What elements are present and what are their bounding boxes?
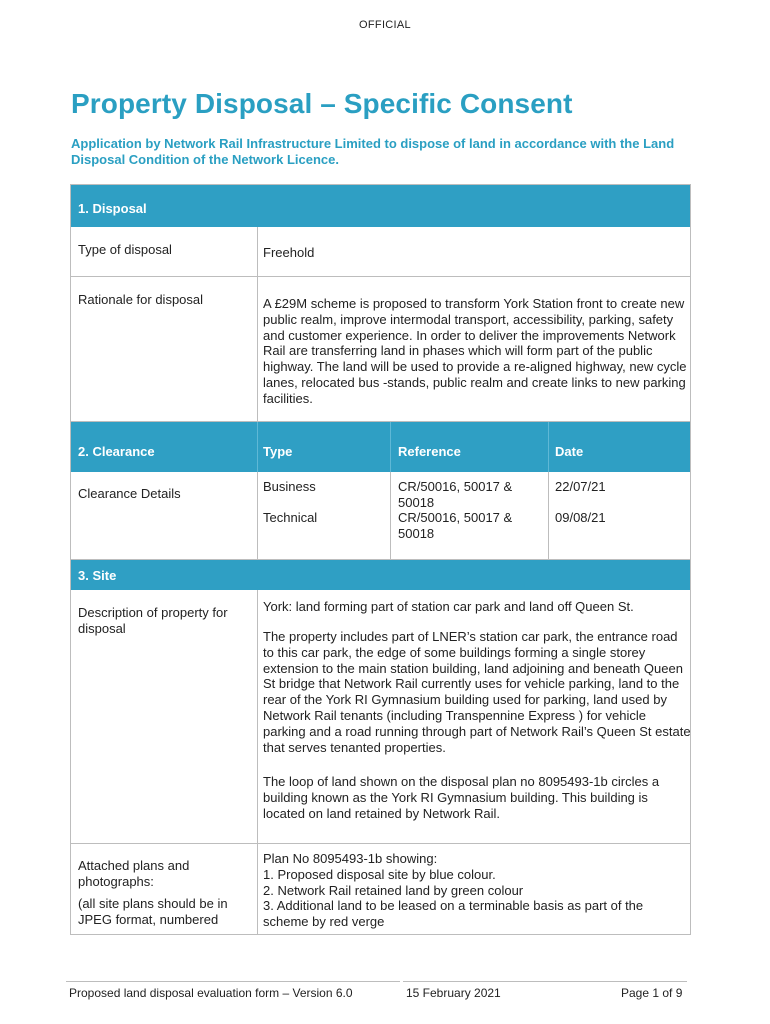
- disposal-form-table: [70, 184, 691, 935]
- type-of-disposal-value: Freehold: [263, 245, 315, 260]
- attached-plans-note: (all site plans should be in JPEG format, numbered: [78, 896, 228, 927]
- footer-page-number: Page 1 of 9: [621, 986, 683, 1000]
- attached-plans-label: Attached plans and photographs:: [78, 858, 190, 889]
- rationale-row: [71, 277, 690, 422]
- rationale-value: A £29M scheme is proposed to transform York Station front to create new public realm, improve intermodal transport, accessibility, parking, safety and customer experience. In order to deliver the improvements Network Rail are transferring land in phases which will form part of the public highway. The land will be used to provide a re-aligned highway, new cycle lanes, relocated bus -stands, public realm and create links to new parking facilities.: [263, 296, 687, 406]
- page-title: Property Disposal – Specific Consent: [71, 88, 573, 119]
- type-of-disposal-label: Type of disposal: [78, 242, 172, 257]
- classification-header: OFFICIAL: [359, 19, 411, 31]
- clearance-col-type: Type: [263, 444, 293, 459]
- clearance-type-technical: Technical: [263, 510, 318, 525]
- clearance-details-label: Clearance Details: [78, 486, 181, 501]
- type-of-disposal-row: [71, 227, 690, 277]
- page-subtitle: Application by Network Rail Infrastructure Limited to dispose of land in accordance with the Land Disposal Condition of the Network Licence.: [71, 136, 675, 167]
- section-disposal-title: 1. Disposal: [78, 201, 147, 216]
- property-description-loop-note: The loop of land shown on the disposal plan no 8095493-1b circles a building known as the York RI Gymnasium building. This building is located on land retained by Network Rail.: [263, 774, 660, 821]
- section-clearance-header: [71, 422, 690, 472]
- property-description-detail: The property includes part of LNER’s station car park, the entrance road to this car park, the edge of some buildings forming a single storey extension to the main station building, land adjoining and beneath Queen St bridge that Network Rail currently uses for vehicle parking, land to the rear of the York RI Gymnasium building used for parking, land used by Network Rail tenants (including Transpennine Express ) for vehicle parking and a road running through part of Network Rail’s Queen St estate that serves tenanted properties.: [263, 629, 691, 755]
- rationale-label: Rationale for disposal: [78, 292, 204, 307]
- attached-plans-row: [71, 844, 690, 934]
- section-clearance-title: 2. Clearance: [78, 444, 155, 459]
- clearance-date-business: 22/07/21: [555, 479, 606, 494]
- property-description-label: Description of property for disposal: [78, 605, 228, 636]
- clearance-details-row: [71, 472, 690, 560]
- clearance-col-reference: Reference: [398, 444, 461, 459]
- section-disposal-header: [71, 185, 690, 227]
- footer-date: 15 February 2021: [406, 986, 501, 1000]
- footer-form-name: Proposed land disposal evaluation form – Version 6.0: [69, 986, 353, 1000]
- clearance-reference-business: CR/50016, 50017 & 50018: [398, 479, 513, 510]
- clearance-date-technical: 09/08/21: [555, 510, 606, 525]
- property-description-row: [71, 590, 690, 844]
- property-description-location: York: land forming part of station car park and land off Queen St.: [263, 599, 634, 614]
- clearance-col-date: Date: [555, 444, 584, 459]
- section-site-title: 3. Site: [78, 568, 117, 583]
- attached-plans-value: Plan No 8095493-1b showing: 1. Proposed disposal site by blue colour. 2. Network Rail retained land by green colour 3. Additional land to be leased on a terminable basis as part of the scheme by red verge: [263, 851, 644, 930]
- clearance-reference-technical: CR/50016, 50017 & 50018: [398, 510, 513, 541]
- section-site-header: [71, 560, 690, 590]
- clearance-type-business: Business: [263, 479, 316, 494]
